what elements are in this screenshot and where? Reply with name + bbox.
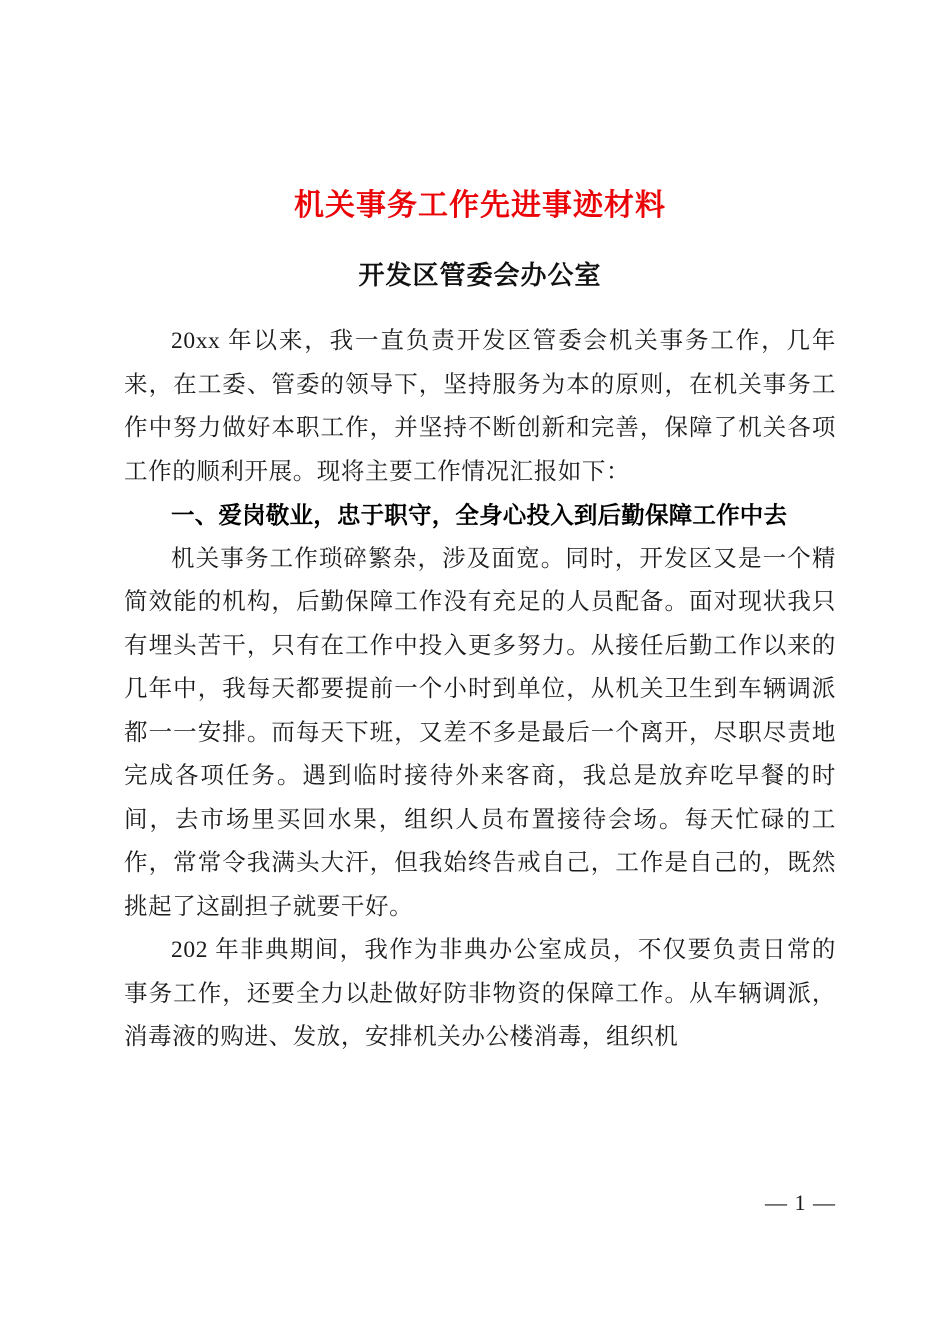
paragraph-sars-period: 202 年非典期间，我作为非典办公室成员，不仅要负责日常的事务工作，还要全力以赴做好防非物资的保障工作。从车辆调派，消毒液的购进、发放，安排机关办公楼消毒，组织机 xyxy=(124,937,836,1050)
document-content xyxy=(124,0,836,1060)
document-subtitle: 开发区管委会办公室 xyxy=(358,261,602,290)
section-heading-one: 一、爱岗敬业，忠于职守，全身心投入到后勤保障工作中去 xyxy=(171,502,788,528)
paragraph-intro: 20xx 年以来，我一直负责开发区管委会机关事务工作，几年来，在工委、管委的领导下，坚持服务为本的原则，在机关事务工作中努力做好本职工作，并坚持不断创新和完善，保障了机关各项工作的顺利开展。现将主要工作情况汇报如下： xyxy=(124,328,836,485)
document-body xyxy=(124,294,836,1060)
page-number-footer: — 1 — xyxy=(765,1190,836,1215)
page-title: 机关事务工作先进事迹材料 xyxy=(294,189,666,222)
paragraph-section-one-body: 机关事务工作琐碎繁杂，涉及面宽。同时，开发区又是一个精简效能的机构，后勤保障工作没有充足的人员配备。面对现状我只有埋头苦干，只有在工作中投入更多努力。从接任后勤工作以来的几年中，我每天都要提前一个小时到单位，从机关卫生到车辆调派都一一安排。而每天下班，又差不多是最后一个离开，尽职尽责地完成各项任务。遇到临时接待外来客商，我总是放弃吃早餐的时间，去市场里买回水果，组织人员布置接待会场。每天忙碌的工作，常常令我满头大汗，但我始终告戒自己，工作是自己的，既然挑起了这副担子就要干好。 xyxy=(124,545,836,920)
